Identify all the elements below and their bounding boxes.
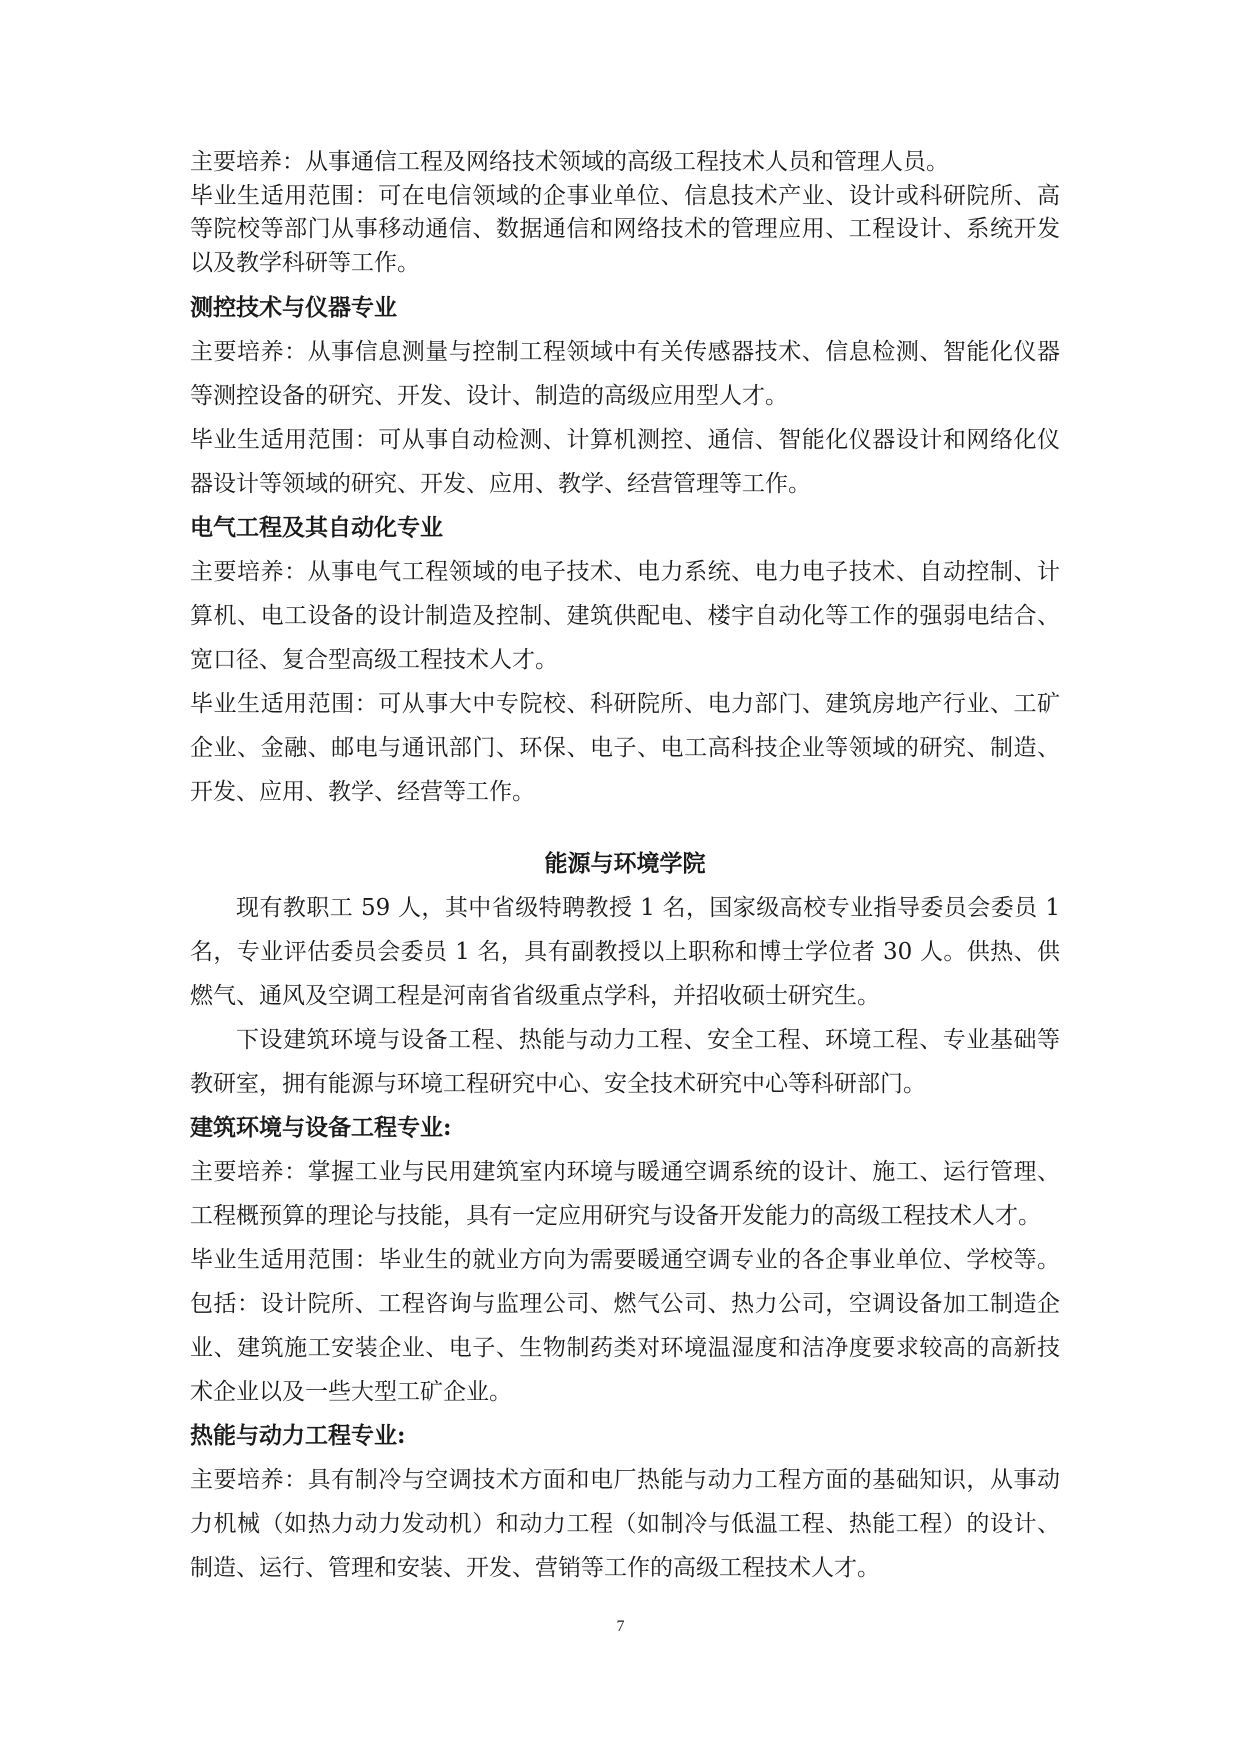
- college-intro-departments: 下设建筑环境与设备工程、热能与动力工程、安全工程、环境工程、专业基础等教研室，拥有能源与环境工程研究中心、安全技术研究中心等科研部门。: [190, 1027, 1060, 1097]
- major-training-thermal-power: 主要培养：具有制冷与空调技术方面和电厂热能与动力工程方面的基础知识，从事动力机械（如热力动力发动机）和动力工程（如制冷与低温工程、热能工程）的设计、制造、运行、管理和安装、开发、营销等工作的高级工程技术人才。: [190, 1467, 1060, 1581]
- major-training-electrical: 主要培养：从事电气工程领域的电子技术、电力系统、电力电子技术、自动控制、计算机、电工设备的设计制造及控制、建筑供配电、楼宇自动化等工作的强弱电结合、宽口径、复合型高级工程技术人才。: [190, 559, 1060, 673]
- major-scope-building-environment: 毕业生适用范围：毕业生的就业方向为需要暖通空调专业的各企事业单位、学校等。包括：设计院所、工程咨询与监理公司、燃气公司、热力公司，空调设备加工制造企业、建筑施工安装企业、电子、生物制药类对环境温湿度和洁净度要求较高的高新技术企业以及一些大型工矿企业。: [190, 1247, 1060, 1405]
- intro-scope: 毕业生适用范围：可在电信领域的企事业单位、信息技术产业、设计或科研院所、高等院校等部门从事移动通信、数据通信和网络技术的管理应用、工程设计、系统开发以及教学科研等工作。: [190, 182, 1060, 276]
- major-heading-measurement: 测控技术与仪器专业: [190, 294, 397, 321]
- major-training-measurement: 主要培养：从事信息测量与控制工程领域中有关传感器技术、信息检测、智能化仪器等测控设备的研究、开发、设计、制造的高级应用型人才。: [190, 339, 1060, 409]
- major-training-building-environment: 主要培养：掌握工业与民用建筑室内环境与暖通空调系统的设计、施工、运行管理、工程概预算的理论与技能，具有一定应用研究与设备开发能力的高级工程技术人才。: [190, 1159, 1060, 1229]
- major-scope-measurement: 毕业生适用范围：可从事自动检测、计算机测控、通信、智能化仪器设计和网络化仪器设计等领域的研究、开发、应用、教学、经营管理等工作。: [190, 427, 1060, 497]
- page-content: [190, 146, 1060, 1590]
- major-heading-electrical: 电气工程及其自动化专业: [190, 514, 443, 541]
- major-scope-electrical: 毕业生适用范围：可从事大中专院校、科研院所、电力部门、建筑房地产行业、工矿企业、金融、邮电与通讯部门、环保、电子、电工高科技企业等领域的研究、制造、开发、应用、教学、经营等工作。: [190, 691, 1060, 805]
- college-intro-staff: 现有教职工 59 人，其中省级特聘教授 1 名，国家级高校专业指导委员会委员 1 名，专业评估委员会委员 1 名，具有副教授以上职称和博士学位者 30 人。供热、供燃气、通风及空调工程是河南省省级重点学科，并招收硕士研究生。: [190, 895, 1060, 1009]
- college-title: 能源与环境学院: [544, 850, 706, 877]
- major-heading-thermal-power: 热能与动力工程专业:: [190, 1422, 406, 1449]
- page-number: 7: [616, 1618, 625, 1635]
- major-heading-building-environment: 建筑环境与设备工程专业:: [190, 1114, 452, 1141]
- intro-training: 主要培养：从事通信工程及网络技术领域的高级工程技术人员和管理人员。: [190, 149, 949, 175]
